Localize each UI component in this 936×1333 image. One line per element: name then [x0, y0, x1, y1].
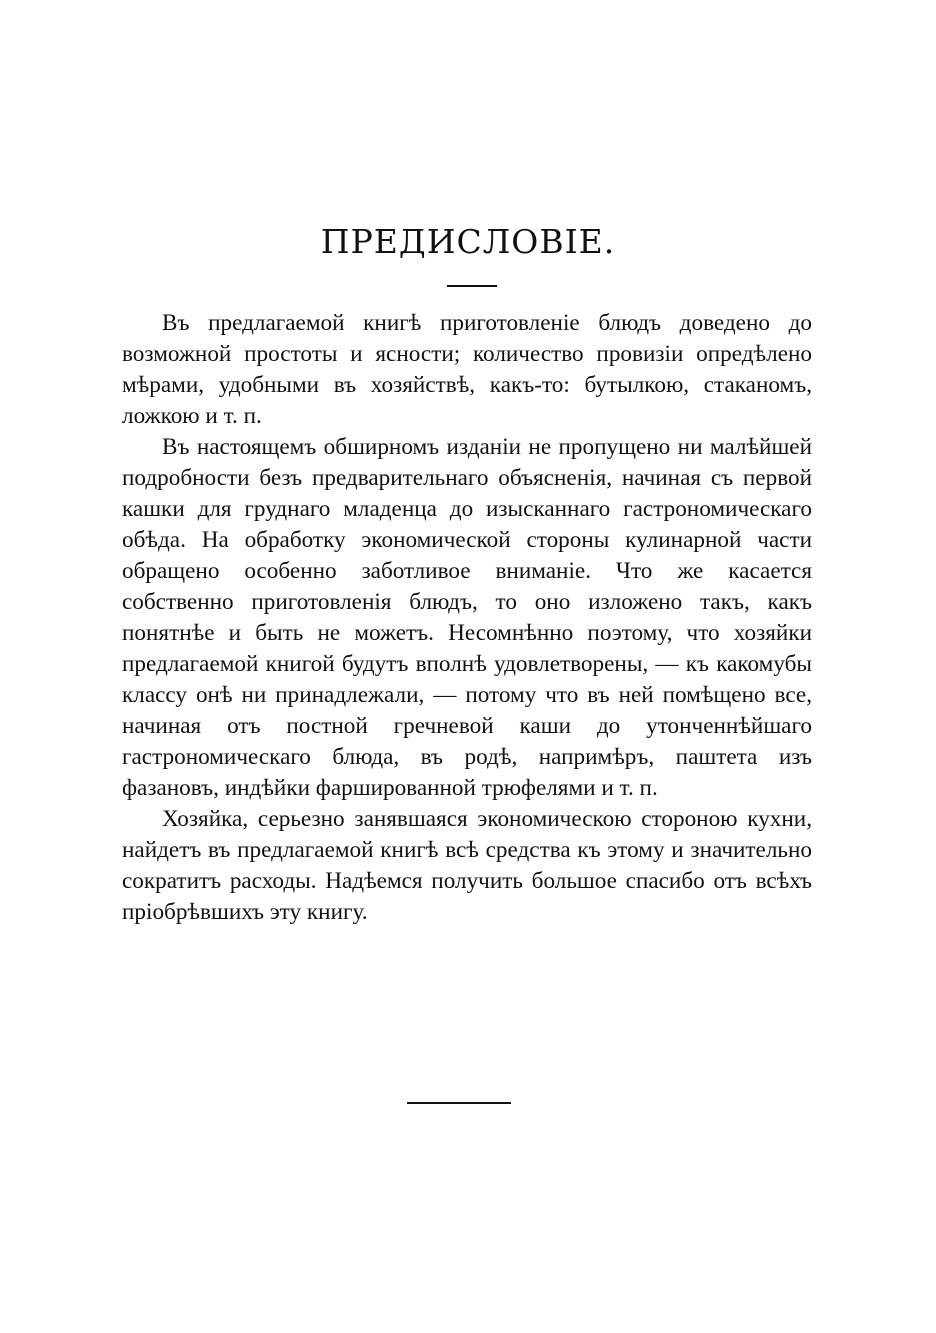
page-title: ПРЕДИСЛОВІЕ. [320, 222, 616, 261]
paragraph-1: Въ предлагаемой книгѣ приготовленіе блюдъ доведено до возможной простоты и ясности; количество провизіи опредѣлено мѣрами, удобными въ хозяйствѣ, какъ-то: бутылкою, стаканомъ, ложкою и т. п. [122, 310, 812, 429]
paragraph-3: Хозяйка, серьезно занявшаяся экономическою стороною кухни, найдетъ въ предлагаемой книгѣ всѣ средства къ этому и значительно сократитъ расходы. Надѣемся получить большое спасибо отъ всѣхъ пріобрѣвшихъ эту книгу. [122, 806, 812, 925]
preface-body [122, 308, 812, 928]
title-divider [447, 285, 497, 287]
footer-divider [407, 1102, 511, 1104]
paragraph-2: Въ настоящемъ обширномъ изданіи не пропущено ни малѣйшей подробности безъ предварительнаго объясненія, начиная съ первой кашки для груднаго младенца до изысканнаго гастрономическаго обѣда. На обработку экономической стороны кулинарной части обращено особенно заботливое вниманіе. Что же касается собственно приготовленія блюдъ, то оно изложено такъ, какъ понятнѣе и быть не можетъ. Несомнѣнно поэтому, что хозяйки предлагаемой книгой будутъ вполнѣ удовлетворены, — къ какомубы классу онѣ ни принадлежали, — потому что въ ней помѣщено все, начиная отъ постной гречневой каши до утонченнѣйшаго гастрономическаго блюда, въ родѣ, напримѣръ, паштета изъ фазановъ, индѣйки фаршированной трюфелями и т. п. [122, 434, 812, 801]
